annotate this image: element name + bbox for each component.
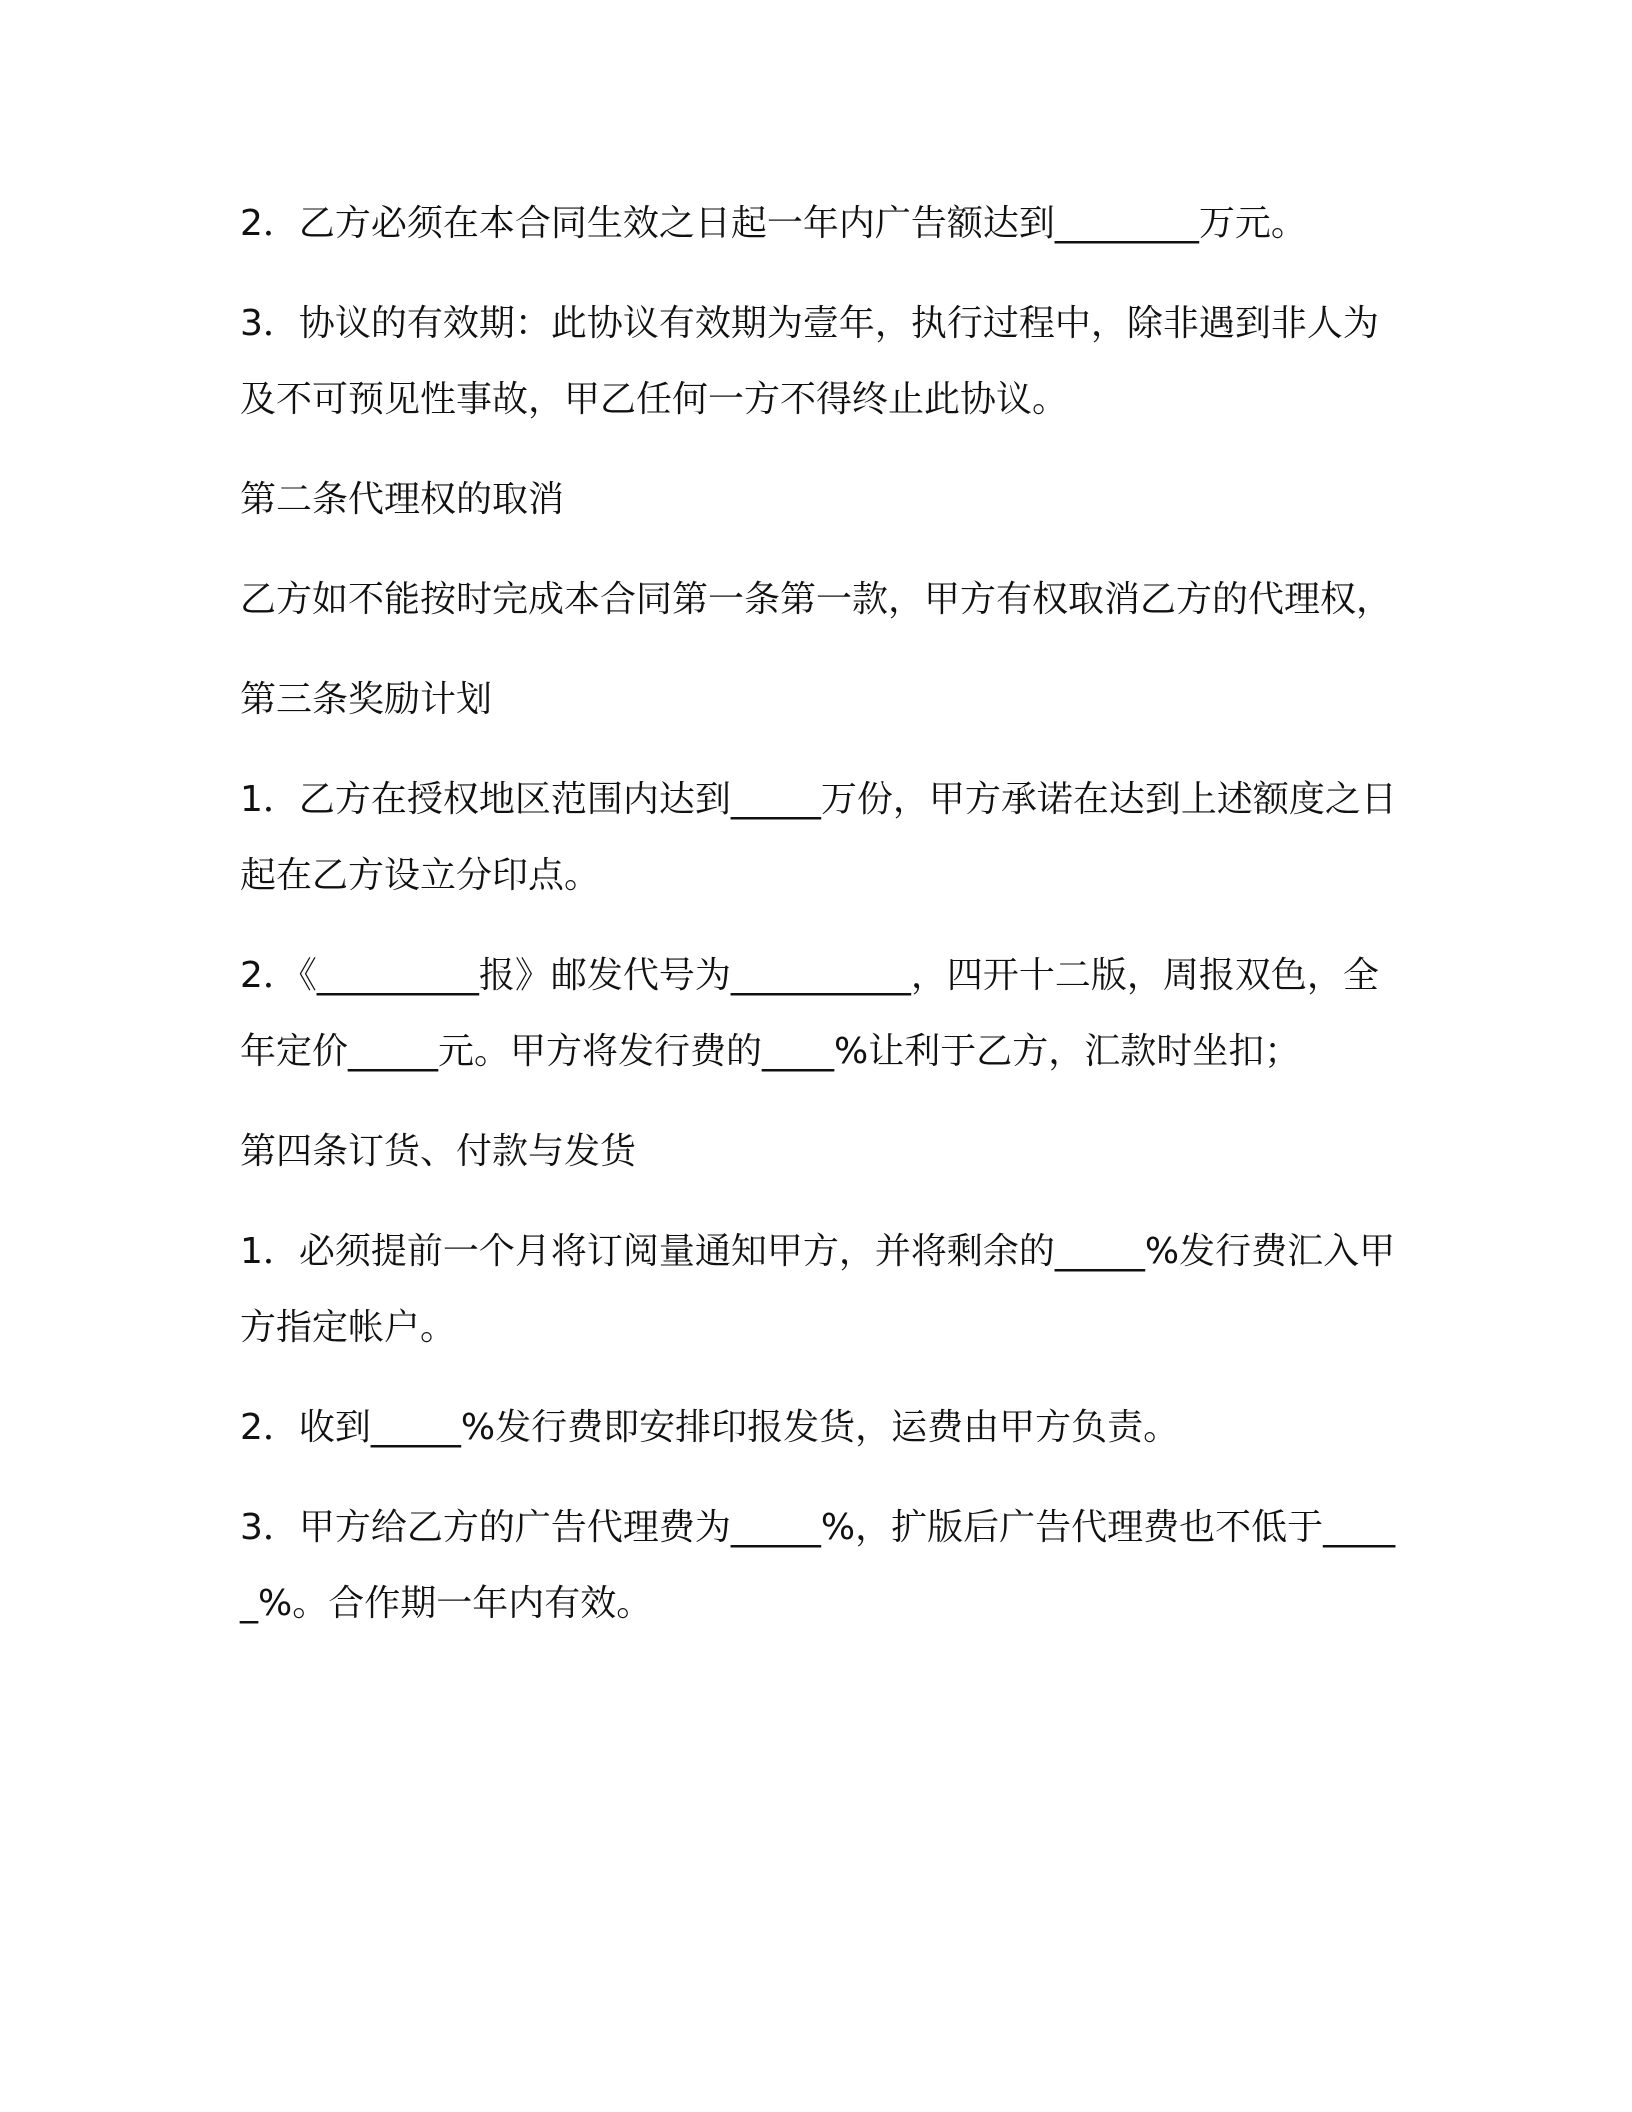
clause-validity: 3．协议的有效期：此协议有效期为壹年，执行过程中，除非遇到非人为及不可预见性事故，甲乙任何一方不得终止此协议。 <box>240 303 1379 420</box>
section-heading-cancellation: 第二条代理权的取消 <box>240 479 565 520</box>
clause-cancellation: 乙方如不能按时完成本合同第一条第一款，甲方有权取消乙方的代理权， <box>240 579 1393 620</box>
clause-shipping: 2．收到_____%发行费即安排印报发货，运费由甲方负责。 <box>240 1407 1180 1448</box>
clause-ad-volume: 2．乙方必须在本合同生效之日起一年内广告额达到________万元。 <box>240 203 1307 244</box>
section-heading-ordering: 第四条订货、付款与发货 <box>240 1131 637 1172</box>
clause-order-notice: 1．必须提前一个月将订阅量通知甲方，并将剩余的_____%发行费汇入甲方指定帐户。 <box>240 1231 1396 1348</box>
clause-newspaper-pricing: 2．《_________报》邮发代号为__________，四开十二版，周报双色，全年定价_____元。甲方将发行费的____%让利于乙方，汇款时坐扣； <box>240 955 1379 1072</box>
clause-ad-commission: 3．甲方给乙方的广告代理费为_____%，扩版后广告代理费也不低于_____%。合作期一年内有效。 <box>240 1507 1396 1624</box>
section-heading-rewards: 第三条奖励计划 <box>240 679 493 720</box>
clause-print-point: 1．乙方在授权地区范围内达到_____万份，甲方承诺在达到上述额度之日起在乙方设立分印点。 <box>240 779 1397 896</box>
document-body <box>240 186 1400 1666</box>
